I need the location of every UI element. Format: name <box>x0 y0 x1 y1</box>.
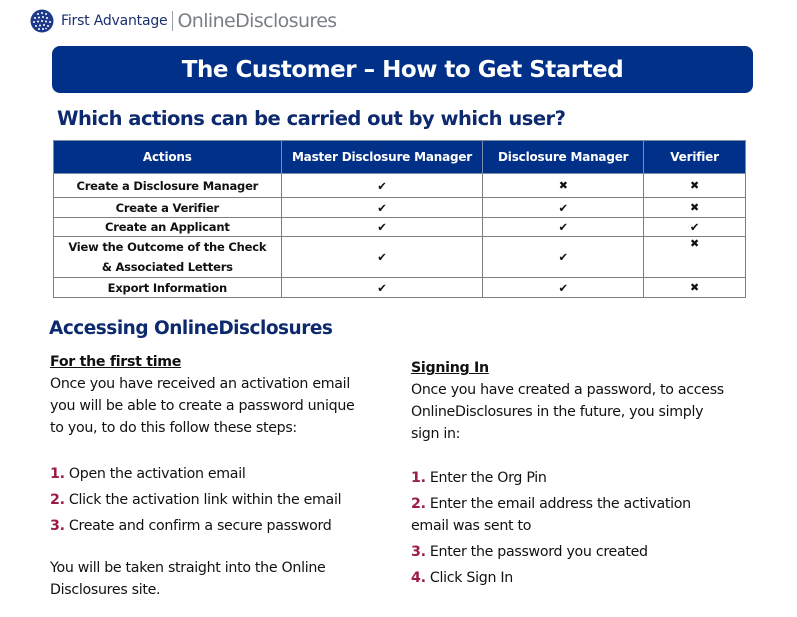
brand-divider <box>172 11 173 31</box>
permissions-table <box>53 140 746 298</box>
intro-line: Once you have received an activation email <box>50 376 350 392</box>
action-cell: Create a Verifier <box>54 198 282 218</box>
table-row <box>54 278 746 298</box>
step-number: 1. <box>50 466 65 482</box>
first-time-section <box>50 351 390 601</box>
permissions-heading: Which actions can be carried out by which user? <box>57 107 566 130</box>
check-icon: ✔ <box>483 237 644 278</box>
column-header-verifier: Verifier <box>644 141 746 174</box>
step-number: 3. <box>50 518 65 534</box>
check-icon: ✔ <box>483 218 644 237</box>
check-icon: ✔ <box>644 218 746 237</box>
cross-icon: ✖ <box>644 278 746 298</box>
outro-line: You will be taken straight into the Online <box>50 560 326 576</box>
check-icon: ✔ <box>281 198 483 218</box>
cross-icon: ✖ <box>483 174 644 198</box>
outro-line: Disclosures site. <box>50 582 161 598</box>
cross-icon: ✖ <box>644 237 746 278</box>
column-header-actions: Actions <box>54 141 282 174</box>
step-text: Click the activation link within the email <box>68 492 342 508</box>
step-number: 4. <box>411 570 426 586</box>
globe-dots-icon <box>30 9 54 33</box>
action-cell <box>54 237 282 278</box>
step-text: Enter the Org Pin <box>429 470 547 486</box>
action-cell: Create a Disclosure Manager <box>54 174 282 198</box>
check-icon: ✔ <box>281 218 483 237</box>
table-row <box>54 218 746 237</box>
step-text: Create and confirm a secure password <box>68 518 332 534</box>
check-icon: ✔ <box>281 278 483 298</box>
table-row <box>54 174 746 198</box>
step-item <box>411 541 761 563</box>
column-header-disclosure-manager: Disclosure Manager <box>483 141 644 174</box>
cross-icon: ✖ <box>644 174 746 198</box>
intro-line: Once you have created a password, to access <box>411 382 724 398</box>
step-number: 1. <box>411 470 426 486</box>
brand-logo <box>30 9 337 33</box>
table-row <box>54 237 746 278</box>
intro-line: to you, to do this follow these steps: <box>50 420 297 436</box>
intro-line: OnlineDisclosures in the future, you simply <box>411 404 704 420</box>
cross-icon: ✖ <box>644 198 746 218</box>
intro-line: you will be able to create a password unique <box>50 398 355 414</box>
brand-name: First Advantage <box>61 13 168 29</box>
step-number: 2. <box>50 492 65 508</box>
step-number: 3. <box>411 544 426 560</box>
step-item <box>50 461 390 487</box>
step-item <box>50 513 390 539</box>
step-item <box>411 467 761 489</box>
accessing-heading: Accessing OnlineDisclosures <box>49 318 333 339</box>
page-title-banner <box>52 46 753 93</box>
check-icon: ✔ <box>281 237 483 278</box>
step-item <box>411 567 761 589</box>
page-title: The Customer – How to Get Started <box>181 56 624 83</box>
check-icon: ✔ <box>281 174 483 198</box>
step-number: 2. <box>411 496 426 512</box>
step-continuation: email was sent to <box>411 518 532 534</box>
product-name: OnlineDisclosures <box>177 10 337 32</box>
step-item <box>411 493 761 515</box>
step-text: Click Sign In <box>429 570 513 586</box>
signing-in-section <box>411 357 761 589</box>
check-icon: ✔ <box>483 198 644 218</box>
first-time-title: For the first time <box>50 354 182 370</box>
intro-line: sign in: <box>411 426 461 442</box>
step-text: Enter the email address the activation <box>429 496 691 512</box>
action-line: View the Outcome of the Check <box>68 240 267 254</box>
action-cell: Export Information <box>54 278 282 298</box>
table-header-row <box>54 141 746 174</box>
step-item <box>50 487 390 513</box>
step-text: Open the activation email <box>68 466 246 482</box>
signing-in-title: Signing In <box>411 360 489 376</box>
check-icon: ✔ <box>483 278 644 298</box>
action-cell: Create an Applicant <box>54 218 282 237</box>
action-line: & Associated Letters <box>101 260 233 274</box>
table-row <box>54 198 746 218</box>
step-text: Enter the password you created <box>429 544 648 560</box>
column-header-master-disclosure-manager: Master Disclosure Manager <box>281 141 483 174</box>
